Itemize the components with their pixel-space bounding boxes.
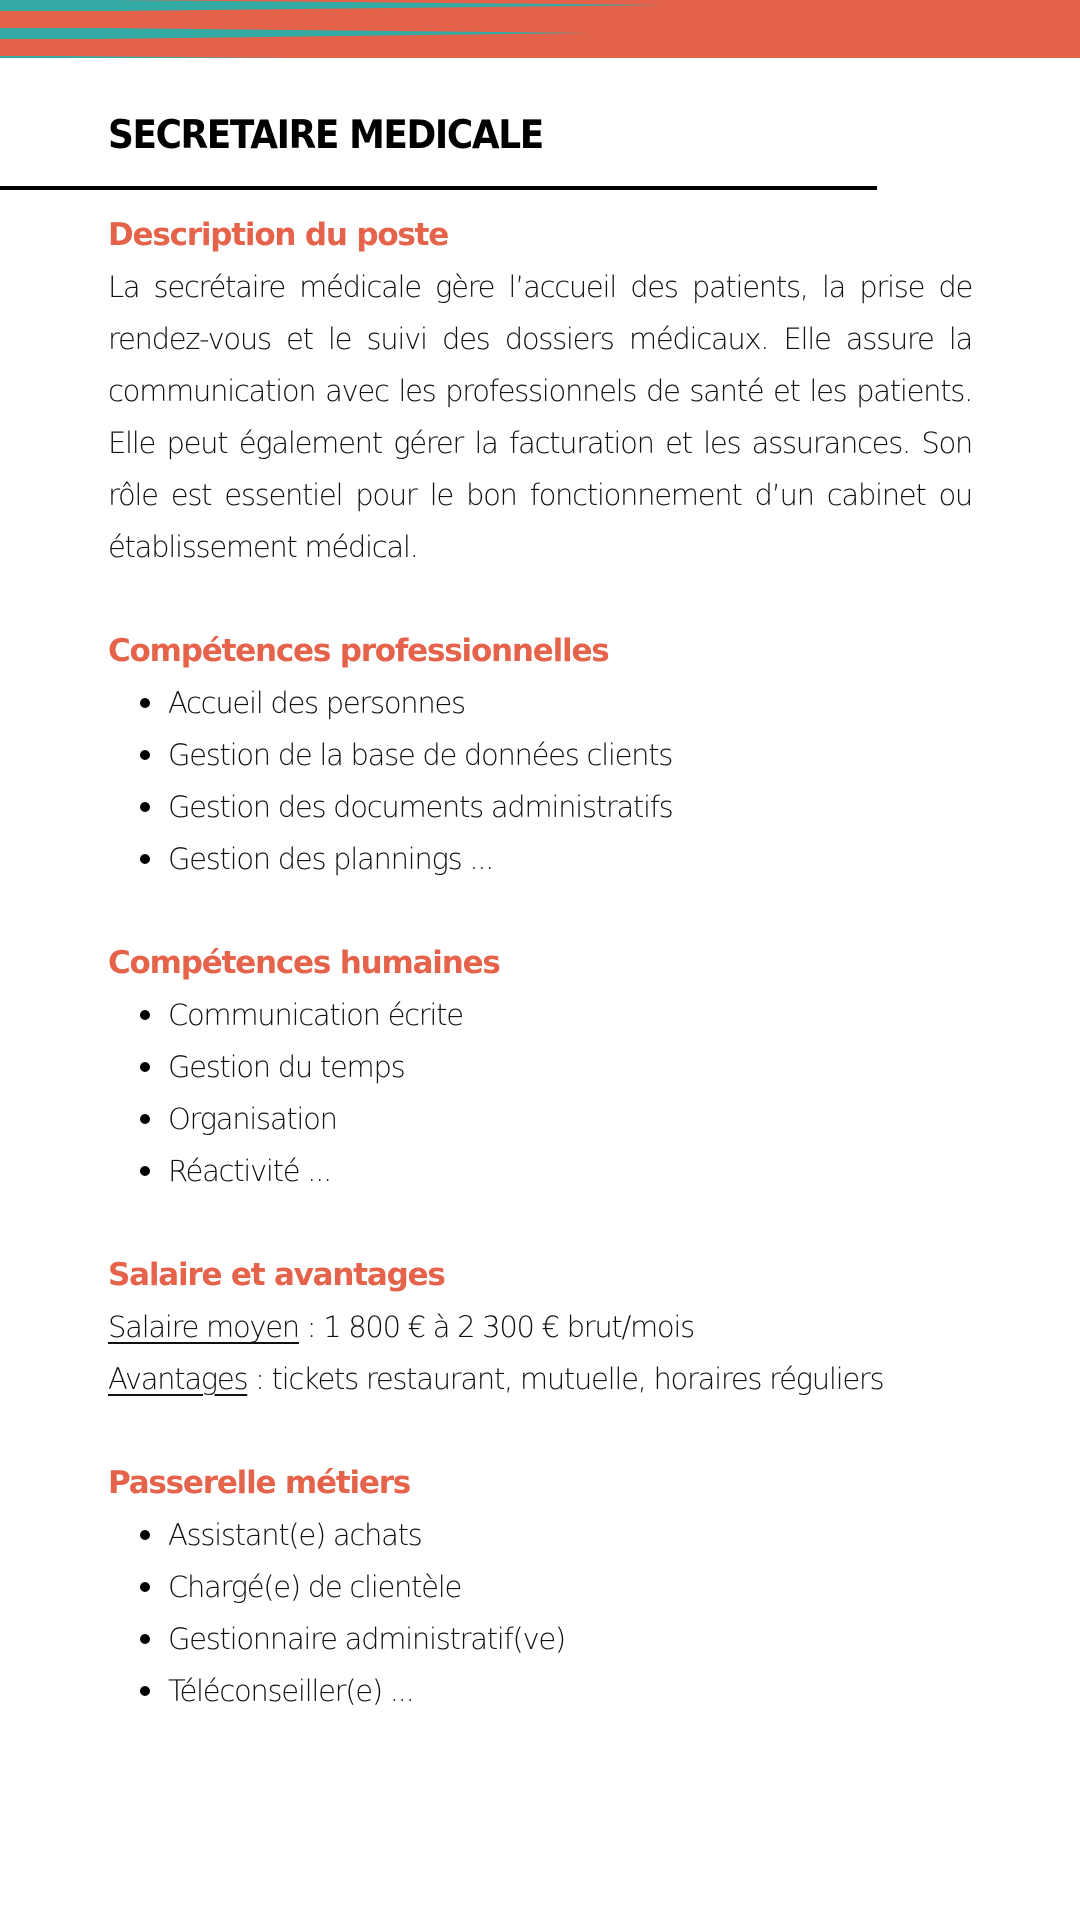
bullet-icon xyxy=(140,802,150,812)
list-item-text: Téléconseiller(e) ... xyxy=(168,1674,414,1708)
salary-value: : 1 800 € à 2 300 € brut/mois xyxy=(298,1310,694,1344)
bullet-icon xyxy=(140,750,150,760)
page-title: SECRETAIRE MEDICALE xyxy=(108,113,543,158)
bullet-icon xyxy=(140,698,150,708)
passerelle-list xyxy=(108,1509,972,1717)
competences-pro-list xyxy=(108,677,972,885)
section-passerelle-metiers xyxy=(108,1457,972,1717)
salary-label: Salaire moyen xyxy=(108,1310,299,1344)
list-item xyxy=(108,1665,972,1717)
list-item xyxy=(108,1093,972,1145)
list-item-text: Gestion des plannings ... xyxy=(168,842,494,876)
bullet-icon xyxy=(140,1062,150,1072)
job-sheet-content xyxy=(108,209,972,1769)
list-item xyxy=(108,677,972,729)
list-item-text: Accueil des personnes xyxy=(168,686,465,720)
section-heading-competences-humaines: Compétences humaines xyxy=(108,945,500,981)
benefits-value: : tickets restaurant, mutuelle, horaires réguliers xyxy=(247,1362,884,1396)
section-description xyxy=(108,209,972,573)
bullet-icon xyxy=(140,1634,150,1644)
list-item-text: Communication écrite xyxy=(168,998,463,1032)
list-item xyxy=(108,729,972,781)
section-heading-description: Description du poste xyxy=(108,217,449,253)
list-item xyxy=(108,1509,972,1561)
bullet-icon xyxy=(140,1582,150,1592)
list-item-text: Gestion des documents administratifs xyxy=(168,790,673,824)
salary-line xyxy=(108,1301,972,1353)
benefits-line xyxy=(108,1353,972,1405)
bullet-icon xyxy=(140,1010,150,1020)
bullet-icon xyxy=(140,1166,150,1176)
list-item-text: Assistant(e) achats xyxy=(168,1518,422,1552)
benefits-label: Avantages xyxy=(108,1362,248,1396)
section-competences-humaines xyxy=(108,937,972,1197)
salary-info xyxy=(108,1301,972,1405)
section-heading-salaire: Salaire et avantages xyxy=(108,1257,445,1293)
list-item-text: Gestion du temps xyxy=(168,1050,405,1084)
list-item xyxy=(108,833,972,885)
list-item xyxy=(108,1613,972,1665)
list-item xyxy=(108,1561,972,1613)
teal-stripes-decoration xyxy=(0,0,1080,58)
list-item xyxy=(108,989,972,1041)
section-heading-passerelle: Passerelle métiers xyxy=(108,1465,411,1501)
title-divider xyxy=(0,186,877,190)
decorative-header-band xyxy=(0,0,1080,58)
description-paragraph: La secrétaire médicale gère l’accueil des patients, la prise de rendez-vous et le suivi des dossiers médicaux. Elle assure la communication avec les professionnels de santé et les patients. Elle peut également gérer la facturation et les assurances. Son rôle est essentiel pour le bon fonctionnement d’un cabinet ou établissement médical. xyxy=(108,270,972,564)
list-item-text: Gestion de la base de données clients xyxy=(168,738,673,772)
list-item-text: Organisation xyxy=(168,1102,337,1136)
bullet-icon xyxy=(140,854,150,864)
list-item-text: Gestionnaire administratif(ve) xyxy=(168,1622,565,1656)
section-salaire-avantages xyxy=(108,1249,972,1405)
bullet-icon xyxy=(140,1114,150,1124)
bullet-icon xyxy=(140,1530,150,1540)
list-item-text: Réactivité ... xyxy=(168,1154,331,1188)
list-item-text: Chargé(e) de clientèle xyxy=(168,1570,462,1604)
competences-humaines-list xyxy=(108,989,972,1197)
list-item xyxy=(108,1145,972,1197)
section-heading-competences-pro: Compétences professionnelles xyxy=(108,633,609,669)
bullet-icon xyxy=(140,1686,150,1696)
section-competences-professionnelles xyxy=(108,625,972,885)
list-item xyxy=(108,781,972,833)
list-item xyxy=(108,1041,972,1093)
